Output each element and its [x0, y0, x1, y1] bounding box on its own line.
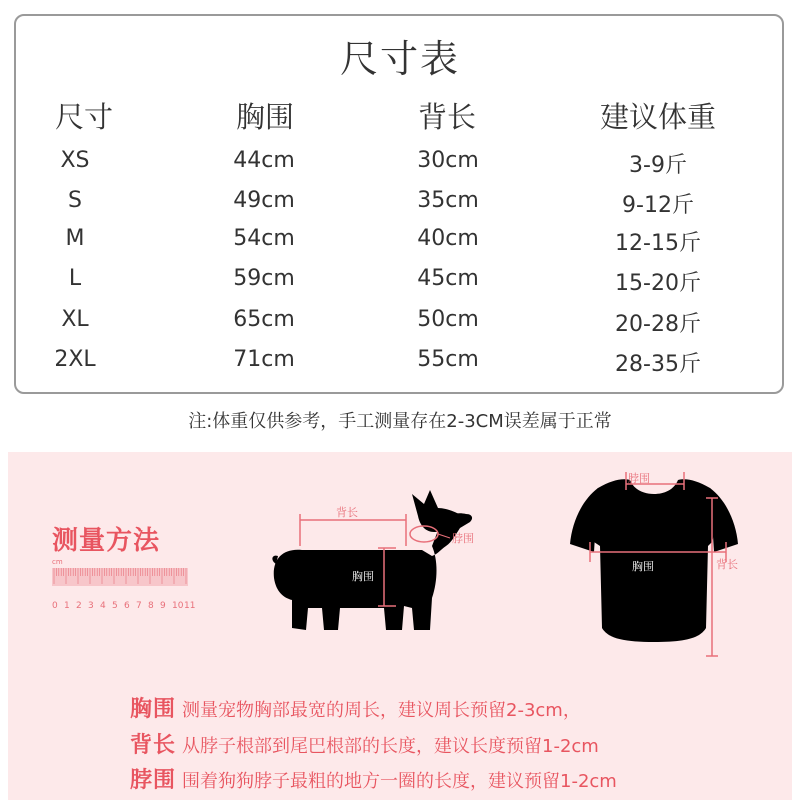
desc-neck-key: 脖围 — [130, 768, 177, 793]
ruler-number: 2 — [76, 601, 82, 611]
ruler-number: 0 — [52, 601, 58, 611]
cell-chest: 49cm — [233, 188, 295, 213]
cell-back-length: 35cm — [417, 188, 479, 213]
cell-size: L — [68, 266, 82, 291]
ruler-number: 7 — [136, 601, 142, 611]
measurement-note: 注:体重仅供参考，手工测量存在2-3CM误差属于正常 — [188, 411, 612, 432]
desc-neck-text: 围着狗狗脖子最粗的地方一圈的长度，建议预留1-2cm — [182, 771, 617, 792]
shirt-label-back: 背长 — [716, 558, 738, 571]
header-size: 尺寸 — [55, 100, 114, 134]
cell-weight: 3-9斤 — [629, 153, 687, 178]
cell-size: M — [65, 226, 85, 251]
ruler-number: 1 — [64, 601, 70, 611]
desc-chest-text: 测量宠物胸部最宽的周长，建议周长预留2-3cm， — [182, 700, 581, 721]
ruler-icon — [52, 554, 196, 614]
dog-label-chest: 胸围 — [352, 570, 374, 583]
cell-chest: 71cm — [233, 347, 295, 372]
cell-weight: 12-15斤 — [615, 231, 701, 256]
ruler-number: 11 — [184, 601, 196, 611]
cell-chest: 59cm — [233, 266, 295, 291]
shirt-label-chest: 胸围 — [632, 560, 654, 573]
cell-back-length: 45cm — [417, 266, 479, 291]
cell-weight: 20-28斤 — [615, 312, 701, 337]
desc-neck — [130, 763, 617, 794]
cell-weight: 15-20斤 — [615, 271, 701, 296]
cell-chest: 65cm — [233, 307, 295, 332]
ruler-number: 9 — [160, 601, 166, 611]
desc-back — [130, 728, 599, 759]
desc-chest-key: 胸围 — [130, 697, 177, 722]
desc-back-key: 背长 — [130, 733, 177, 758]
cell-size: XL — [61, 307, 89, 332]
shirt-label-neck: 脖围 — [628, 472, 650, 485]
ruler-unit: cm — [52, 558, 63, 566]
ruler-number: 10 — [172, 601, 184, 611]
cell-back-length: 30cm — [417, 148, 479, 173]
dog-label-neck: 脖围 — [452, 532, 474, 545]
header-chest: 胸围 — [236, 100, 295, 134]
cell-back-length: 50cm — [417, 307, 479, 332]
cell-size: 2XL — [54, 347, 96, 372]
dog-silhouette-icon — [262, 480, 492, 640]
cell-chest: 54cm — [233, 226, 295, 251]
method-title: 测量方法 — [52, 526, 161, 556]
ruler-number: 4 — [100, 601, 106, 611]
desc-chest — [130, 692, 581, 723]
ruler-number: 8 — [148, 601, 154, 611]
dog-label-back: 背长 — [336, 506, 358, 519]
cell-size: S — [68, 188, 82, 213]
cell-weight: 9-12斤 — [622, 193, 694, 218]
size-table-title: 尺寸表 — [339, 37, 460, 81]
cell-weight: 28-35斤 — [615, 352, 701, 377]
header-back-length: 背长 — [418, 100, 477, 134]
cell-back-length: 40cm — [417, 226, 479, 251]
cell-size: XS — [60, 148, 90, 173]
cell-chest: 44cm — [233, 148, 295, 173]
shirt-icon — [560, 458, 750, 668]
cell-back-length: 55cm — [417, 347, 479, 372]
header-weight: 建议体重 — [600, 100, 717, 134]
ruler-number: 3 — [88, 601, 94, 611]
ruler-number: 5 — [112, 601, 118, 611]
desc-back-text: 从脖子根部到尾巴根部的长度，建议长度预留1-2cm — [182, 736, 599, 757]
ruler-number: 6 — [124, 601, 130, 611]
